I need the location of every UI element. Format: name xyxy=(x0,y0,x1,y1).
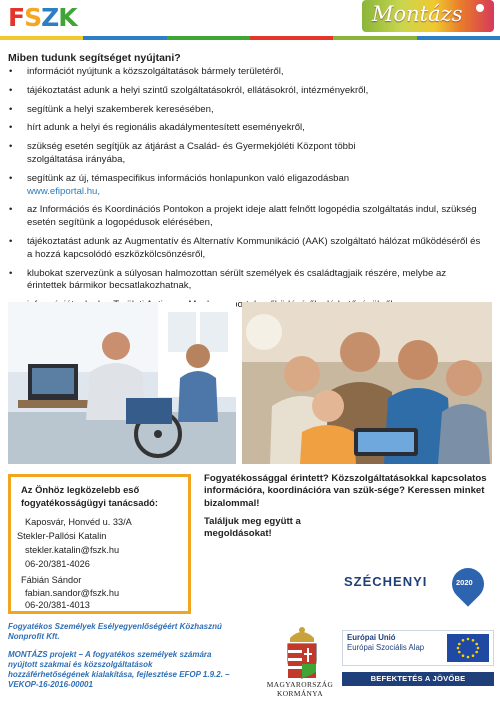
office-photo-illustration xyxy=(8,302,236,464)
list-item xyxy=(8,141,486,167)
stripe-segment xyxy=(167,36,250,40)
coat-of-arms-graphic xyxy=(270,624,334,680)
eu-funding-box xyxy=(342,630,494,666)
list-item-text: klubokat szervezünk a súlyosan halmozottan sérült személyek és családtagjaik részére, melybe az érintettek bármikor becsatlakozhatnak, xyxy=(27,267,447,292)
szechenyi-word: SZÉCHENYI xyxy=(344,574,428,589)
fszk-letter-f: F xyxy=(8,3,25,32)
fszk-logo xyxy=(8,2,77,32)
header xyxy=(0,0,500,36)
eu-funding-text xyxy=(347,633,437,652)
contact-address: Kaposvár, Honvéd u. 33/A xyxy=(25,517,132,527)
coat-of-arms-label: MAGYARORSZÁG KORMÁNYA xyxy=(266,680,334,698)
fszk-letter-z: Z xyxy=(41,3,59,32)
logo-dot-icon xyxy=(476,4,484,12)
list-item xyxy=(8,173,486,199)
bullet-icon: • xyxy=(9,141,13,153)
header-color-stripe xyxy=(0,36,500,40)
eu-flag-icon xyxy=(447,634,489,662)
list-item-text: az Információs és Koordinációs Pontokon a projekt ideje alatt felnőtt logopédia szolgáltatás indul, szükség esetén segítünk a logopédusok elérésében, xyxy=(27,204,477,229)
section-title: Miben tudunk segítséget nyújtani? xyxy=(8,52,181,64)
contact-phone[interactable]: 06-20/381-4013 xyxy=(25,600,90,610)
szechenyi-2020-logo xyxy=(344,568,494,608)
contact-person-name: Stekler-Pallósi Katalin xyxy=(17,531,107,541)
stripe-segment xyxy=(0,36,83,40)
list-item xyxy=(8,122,486,135)
eu-title: Európai Unió xyxy=(347,633,396,642)
eu-flag-stars xyxy=(447,634,489,662)
bullet-icon: • xyxy=(9,66,13,77)
bullet-icon: • xyxy=(9,122,13,134)
office-photo xyxy=(8,302,236,464)
contact-person-name: Fábián Sándor xyxy=(21,575,82,585)
services-list xyxy=(8,66,486,318)
list-item xyxy=(8,104,486,117)
montazs-logo xyxy=(362,0,494,32)
organization-name: Fogyatékos Személyek Esélyegyenlőségéért Közhasznú Nonprofit Kft. xyxy=(8,622,222,641)
contact-box xyxy=(8,474,191,614)
szechenyi-year: 2020 xyxy=(456,578,473,587)
list-item-text: hírt adunk a helyi és regionális akadálymentesített eseményekről, xyxy=(27,122,305,134)
list-item-text: segítünk a helyi szakemberek keresésében, xyxy=(27,103,214,115)
list-item xyxy=(8,66,486,79)
project-description: MONTÁZS projekt – A fogyatékos személyek számára nyújtott szakmai és közszolgáltatások hozzáférhetőségének kialakítása, fejlesztése EFOP 1.9.2. – VEKOP-16-2016-00001 xyxy=(8,650,230,689)
bullet-icon: • xyxy=(9,204,13,216)
investment-banner: BEFEKTETÉS A JÖVŐBE xyxy=(342,672,494,686)
family-photo-illustration xyxy=(242,302,492,464)
efiportal-link[interactable]: www.efiportal.hu, xyxy=(27,185,101,197)
bullet-icon: • xyxy=(9,172,13,184)
contact-phone[interactable]: 06-20/381-4026 xyxy=(25,559,90,569)
bullet-icon: • xyxy=(9,84,13,96)
list-item-text: tájékoztatást adunk az Augmentatív és Alternatív Kommunikáció (AAK) szolgáltató hálózat működéséről és a hozzá kapcsolódó eszközkölcsönzésről, xyxy=(27,235,481,260)
stripe-segment xyxy=(417,36,500,40)
list-item-text: információt nyújtunk a közszolgáltatások bármely területéről, xyxy=(27,66,284,77)
bullet-icon: • xyxy=(9,103,13,115)
stripe-segment xyxy=(333,36,416,40)
promo-closing: Találjuk meg együtt a megoldásokat! xyxy=(204,516,301,540)
family-photo xyxy=(242,302,492,464)
list-item-text: tájékoztatást adunk a helyi szintű szolgáltatásokról, ellátásokról, intézményekről, xyxy=(27,84,369,96)
list-item xyxy=(8,204,486,230)
list-item xyxy=(8,268,486,294)
bullet-icon: • xyxy=(9,267,13,279)
fszk-letter-s: S xyxy=(24,3,42,32)
contact-email[interactable]: stekler.katalin@fszk.hu xyxy=(25,545,120,555)
contact-email[interactable]: fabian.sandor@fszk.hu xyxy=(25,588,120,598)
stripe-segment xyxy=(83,36,166,40)
fszk-letter-k: K xyxy=(58,3,77,32)
eu-fund-name: Európai Szociális Alap xyxy=(347,642,425,652)
list-item xyxy=(8,85,486,98)
list-item-text: segítünk az új, témaspecifikus információs honlapunkon való eligazodásban xyxy=(27,172,350,184)
contact-title: Az Önhöz legközelebb eső fogyatékosságügyi tanácsadó: xyxy=(21,484,159,508)
promo-question: Fogyatékossággal érintett? Közszolgáltatásokkal kapcsolatos információra, koordinációra van szük-sége? Keressen minket bizalommal! xyxy=(204,473,487,509)
bullet-icon: • xyxy=(9,235,13,247)
list-item-text: szükség esetén segítjük az átjárást a Család- és Gyermekjóléti Központ többi szolgáltatása irányába, xyxy=(27,141,356,165)
montazs-logo-text: Montázs xyxy=(372,2,463,26)
stripe-segment xyxy=(250,36,333,40)
list-item xyxy=(8,236,486,262)
